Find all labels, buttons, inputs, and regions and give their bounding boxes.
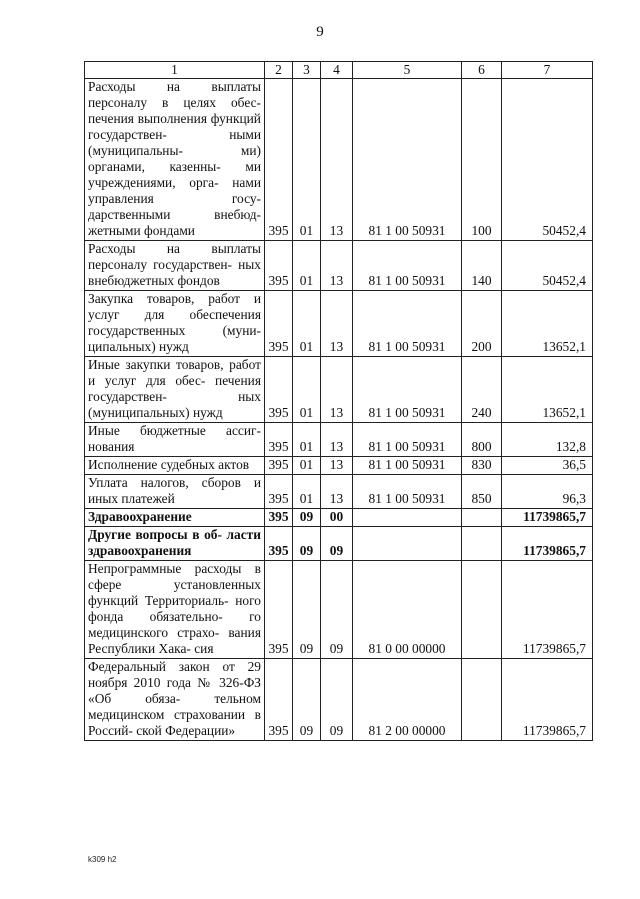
- sum-cell: 96,3: [502, 475, 593, 509]
- column-header: 5: [353, 62, 462, 79]
- pr-cell: 13: [321, 475, 353, 509]
- vr-cell: [462, 527, 502, 561]
- row-name-cell: [85, 291, 265, 357]
- row-name-line: нами управления госу-: [88, 175, 261, 206]
- table-row: [85, 423, 593, 457]
- pr-cell: 13: [321, 291, 353, 357]
- row-name-line: Другие вопросы в об-: [88, 527, 222, 542]
- row-name-cell: [85, 475, 265, 509]
- row-name-line: фондов: [177, 273, 220, 288]
- row-name-line: Здравоохранение: [88, 509, 192, 524]
- row-name-line: дарственными внебюд-: [88, 207, 261, 222]
- row-name-line: в сфере установленных: [88, 561, 261, 592]
- row-name-line: ми) органами, казенны-: [88, 143, 261, 174]
- row-name-cell: [85, 241, 265, 291]
- pr-cell: 13: [321, 457, 353, 475]
- vr-cell: [462, 659, 502, 741]
- table-body: [85, 79, 593, 741]
- gr-cell: 395: [265, 357, 293, 423]
- csr-cell: 81 1 00 50931: [353, 291, 462, 357]
- footer-code: k309 h2: [88, 855, 117, 864]
- column-header: 6: [462, 62, 502, 79]
- rz-cell: 01: [293, 357, 321, 423]
- row-name-line: услуг для обеспечения: [88, 307, 261, 322]
- csr-cell: [353, 527, 462, 561]
- table-row: [85, 659, 593, 741]
- row-name-line: Уплата налогов, сборов: [88, 475, 241, 490]
- table-row: [85, 79, 593, 241]
- gr-cell: 395: [265, 561, 293, 659]
- row-name-line: вания Республики Хака-: [88, 625, 261, 656]
- row-name-line: ных внебюджетных: [88, 257, 261, 288]
- table-row: [85, 457, 593, 475]
- pr-cell: 13: [321, 79, 353, 241]
- row-name-cell: [85, 423, 265, 457]
- row-name-line: тельном медицинском: [88, 691, 261, 722]
- sum-cell: 50452,4: [502, 79, 593, 241]
- csr-cell: 81 1 00 50931: [353, 457, 462, 475]
- rz-cell: 09: [293, 659, 321, 741]
- rz-cell: 01: [293, 291, 321, 357]
- row-name-line: нужд: [193, 405, 223, 420]
- gr-cell: 395: [265, 423, 293, 457]
- table-row: [85, 475, 593, 509]
- row-name-line: нования: [88, 439, 135, 454]
- csr-cell: 81 1 00 50931: [353, 423, 462, 457]
- row-name-line: функций государствен-: [88, 111, 261, 142]
- sum-cell: 11739865,7: [502, 527, 593, 561]
- row-name-line: № 326-ФЗ «Об обяза-: [88, 675, 261, 706]
- vr-cell: 850: [462, 475, 502, 509]
- pr-cell: 13: [321, 357, 353, 423]
- pr-cell: 09: [321, 527, 353, 561]
- csr-cell: 81 1 00 50931: [353, 475, 462, 509]
- csr-cell: 81 2 00 00000: [353, 659, 462, 741]
- gr-cell: 395: [265, 475, 293, 509]
- page-number: 9: [316, 24, 324, 40]
- gr-cell: 395: [265, 509, 293, 527]
- rz-cell: 01: [293, 241, 321, 291]
- sum-cell: 50452,4: [502, 241, 593, 291]
- gr-cell: 395: [265, 659, 293, 741]
- row-name-line: персоналу государствен-: [88, 257, 233, 272]
- pr-cell: 09: [321, 659, 353, 741]
- gr-cell: 395: [265, 457, 293, 475]
- rz-cell: 01: [293, 79, 321, 241]
- gr-cell: 395: [265, 291, 293, 357]
- table-row: [85, 527, 593, 561]
- row-name-line: функций Территориаль-: [88, 593, 229, 608]
- gr-cell: 395: [265, 527, 293, 561]
- row-name-cell: [85, 457, 265, 475]
- row-name-line: ципальных) нужд: [88, 339, 189, 354]
- table-row: [85, 561, 593, 659]
- column-header: 4: [321, 62, 353, 79]
- pr-cell: 09: [321, 561, 353, 659]
- row-name-line: го медицинского страхо-: [88, 609, 261, 640]
- row-name-line: персоналу в целях обес-: [88, 95, 261, 110]
- row-name-line: актов: [218, 457, 250, 472]
- column-header: 3: [293, 62, 321, 79]
- row-name-line: Закупка товаров, работ и: [88, 291, 261, 306]
- row-name-line: сия: [194, 641, 214, 656]
- rz-cell: 09: [293, 561, 321, 659]
- row-name-line: работ и услуг для обес-: [88, 357, 261, 388]
- csr-cell: 81 1 00 50931: [353, 357, 462, 423]
- column-header: 2: [265, 62, 293, 79]
- sum-cell: 11739865,7: [502, 509, 593, 527]
- vr-cell: 240: [462, 357, 502, 423]
- row-name-line: и иных платежей: [88, 475, 261, 506]
- sum-cell: 13652,1: [502, 291, 593, 357]
- row-name-line: Непрограммные расходы: [88, 561, 242, 576]
- row-name-line: ласти здравоохранения: [88, 527, 261, 558]
- row-name-line: ного фонда обязательно-: [88, 593, 261, 624]
- row-name-line: Расходы на выплаты: [88, 241, 261, 256]
- rz-cell: 01: [293, 457, 321, 475]
- rz-cell: 01: [293, 475, 321, 509]
- sum-cell: 11739865,7: [502, 659, 593, 741]
- column-header: 7: [502, 62, 593, 79]
- rz-cell: 09: [293, 527, 321, 561]
- row-name-line: государственных (муни-: [88, 323, 261, 338]
- csr-cell: [353, 509, 462, 527]
- row-name-line: жетными фондами: [88, 223, 195, 238]
- vr-cell: 140: [462, 241, 502, 291]
- vr-cell: 830: [462, 457, 502, 475]
- budget-table: [84, 61, 593, 741]
- table-row: [85, 509, 593, 527]
- vr-cell: 100: [462, 79, 502, 241]
- row-name-line: страховании в Россий-: [88, 707, 261, 738]
- row-name-line: ных (муниципальных): [88, 389, 261, 420]
- sum-cell: 13652,1: [502, 357, 593, 423]
- gr-cell: 395: [265, 79, 293, 241]
- table-row: [85, 241, 593, 291]
- vr-cell: [462, 509, 502, 527]
- pr-cell: 00: [321, 509, 353, 527]
- row-name-line: печения государствен-: [88, 373, 261, 404]
- rz-cell: 01: [293, 423, 321, 457]
- table-row: [85, 291, 593, 357]
- row-name-line: печения выполнения: [88, 111, 207, 126]
- row-name-line: ской Федерации»: [136, 723, 236, 738]
- gr-cell: 395: [265, 241, 293, 291]
- row-name-line: ными (муниципальны-: [88, 127, 261, 158]
- sum-cell: 36,5: [502, 457, 593, 475]
- row-name-cell: [85, 509, 265, 527]
- pr-cell: 13: [321, 241, 353, 291]
- row-name-line: 29 ноября 2010 года: [88, 659, 261, 690]
- row-name-line: Иные закупки товаров,: [88, 357, 224, 372]
- row-name-line: Федеральный закон от: [88, 659, 235, 674]
- pr-cell: 13: [321, 423, 353, 457]
- table-header-row: [85, 62, 593, 79]
- vr-cell: [462, 561, 502, 659]
- row-name-line: Расходы на выплаты: [88, 79, 261, 94]
- csr-cell: 81 1 00 50931: [353, 79, 462, 241]
- row-name-line: Иные бюджетные ассиг-: [88, 423, 261, 438]
- vr-cell: 800: [462, 423, 502, 457]
- csr-cell: 81 1 00 50931: [353, 241, 462, 291]
- vr-cell: 200: [462, 291, 502, 357]
- row-name-cell: [85, 659, 265, 741]
- rz-cell: 09: [293, 509, 321, 527]
- row-name-cell: [85, 79, 265, 241]
- row-name-line: Исполнение судебных: [88, 457, 215, 472]
- row-name-cell: [85, 357, 265, 423]
- sum-cell: 132,8: [502, 423, 593, 457]
- row-name-line: ми учреждениями, орга-: [88, 159, 261, 190]
- column-header: 1: [85, 62, 265, 79]
- table-row: [85, 357, 593, 423]
- csr-cell: 81 0 00 00000: [353, 561, 462, 659]
- row-name-cell: [85, 561, 265, 659]
- row-name-cell: [85, 527, 265, 561]
- sum-cell: 11739865,7: [502, 561, 593, 659]
